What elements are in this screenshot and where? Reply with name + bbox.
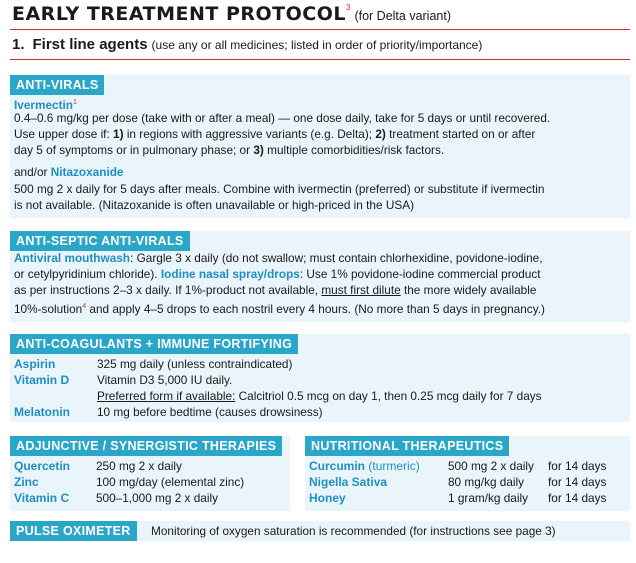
nitazoxanide-heading: and/or Nitazoxanide	[14, 165, 124, 179]
aspirin-label: Aspirin	[14, 357, 56, 371]
nutritional-item-value: 500 mg 2 x daily	[448, 459, 534, 473]
vitamin-d-preferred: Preferred form if available: Calcitriol 0.5 mcg on day 1, then 0.25 mcg daily for 7 days	[97, 389, 542, 403]
ivermectin-conditions-cont: day 5 of symptoms or in pulmonary phase; or 3) multiple comorbidities/risk factors.	[14, 143, 445, 157]
nutritional-item-duration: for 14 days	[548, 491, 607, 505]
nutritional-item-duration: for 14 days	[548, 475, 607, 489]
adjunctive-item-name: Vitamin C	[14, 491, 70, 505]
vitamin-d-value: Vitamin D3 5,000 IU daily.	[97, 373, 233, 387]
melatonin-label: Melatonin	[14, 405, 70, 419]
nitazoxanide-dose: 500 mg 2 x daily for 5 days after meals. Combine with ivermectin (preferred) or substitute if ivermectin	[14, 182, 545, 196]
section-rule	[10, 59, 630, 60]
adjunctive-item-value: 100 mg/day (elemental zinc)	[96, 475, 245, 489]
nutritional-item-name: Curcumin (turmeric)	[309, 459, 420, 473]
melatonin-value: 10 mg before bedtime (causes drowsiness)	[97, 405, 323, 419]
anticoag-tag: ANTI-COAGULANTS + IMMUNE FORTIFYING	[10, 334, 298, 354]
nutritional-item-value: 1 gram/kg daily	[448, 491, 528, 505]
pulse-tag: PULSE OXIMETER	[10, 521, 137, 541]
antiseptic-line-2: or cetylpyridinium chloride). Iodine nasal spray/drops: Use 1% povidone-iodine commercial product	[14, 267, 541, 281]
ivermectin-heading: Ivermectin$^1$	[14, 97, 77, 112]
adjunctive-item-value: 500–1,000 mg 2 x daily	[96, 491, 218, 505]
antiseptic-line-3: as per instructions 2–3 x daily. If 1%-product not available, must first dilute the more widely available	[14, 283, 537, 297]
title-footnote: 3	[345, 2, 351, 12]
nitazoxanide-note: is not available. (Nitazoxanide is often unavailable or high-priced in the USA)	[14, 198, 415, 212]
section-label: First line agents	[32, 36, 148, 53]
antiseptic-tag: ANTI-SEPTIC ANTI-VIRALS	[10, 231, 190, 251]
antivirals-tag: ANTI-VIRALS	[10, 75, 104, 95]
adjunctive-item-name: Zinc	[14, 475, 39, 489]
adjunctive-item-name: Quercetin	[14, 459, 71, 473]
vitamin-d-label: Vitamin D	[14, 373, 70, 387]
antiseptic-line-1: Antiviral mouthwash: Gargle 3 x daily (do not swallow; must contain chlorhexidine, povidone-iodine,	[14, 251, 543, 265]
title-subtitle: (for Delta variant)	[354, 9, 451, 23]
aspirin-value: 325 mg daily (unless contraindicated)	[97, 357, 293, 371]
nutritional-tag: NUTRITIONAL THERAPEUTICS	[305, 436, 509, 456]
section-heading	[12, 36, 482, 54]
pulse-text: Monitoring of oxygen saturation is recommended (for instructions see page 3)	[151, 524, 556, 538]
section-number: 1.	[12, 36, 25, 53]
nutritional-item-name: Nigella Sativa	[309, 475, 388, 489]
nutritional-item-name: Honey	[309, 491, 346, 505]
antiseptic-line-4: 10%-solution$^4$ and apply 4–5 drops to each nostril every 4 hours. (No more than 5 days in pregnancy.)	[14, 301, 545, 316]
title-text: EARLY TREATMENT PROTOCOL	[12, 3, 346, 25]
adjunctive-item-value: 250 mg 2 x daily	[96, 459, 182, 473]
nutritional-item-duration: for 14 days	[548, 459, 607, 473]
nutritional-item-value: 80 mg/kg daily	[448, 475, 525, 489]
ivermectin-dose: 0.4–0.6 mg/kg per dose (take with or after a meal) — one dose daily, take for 5 days or until recovered.	[14, 111, 551, 125]
title-rule	[10, 29, 630, 30]
section-note: (use any or all medicines; listed in order of priority/importance)	[151, 38, 483, 52]
adjunctive-tag: ADJUNCTIVE / SYNERGISTIC THERAPIES	[10, 436, 282, 456]
ivermectin-conditions: Use upper dose if: 1) in regions with aggressive variants (e.g. Delta); 2) treatment started on or after	[14, 127, 536, 141]
page-title	[12, 3, 451, 25]
